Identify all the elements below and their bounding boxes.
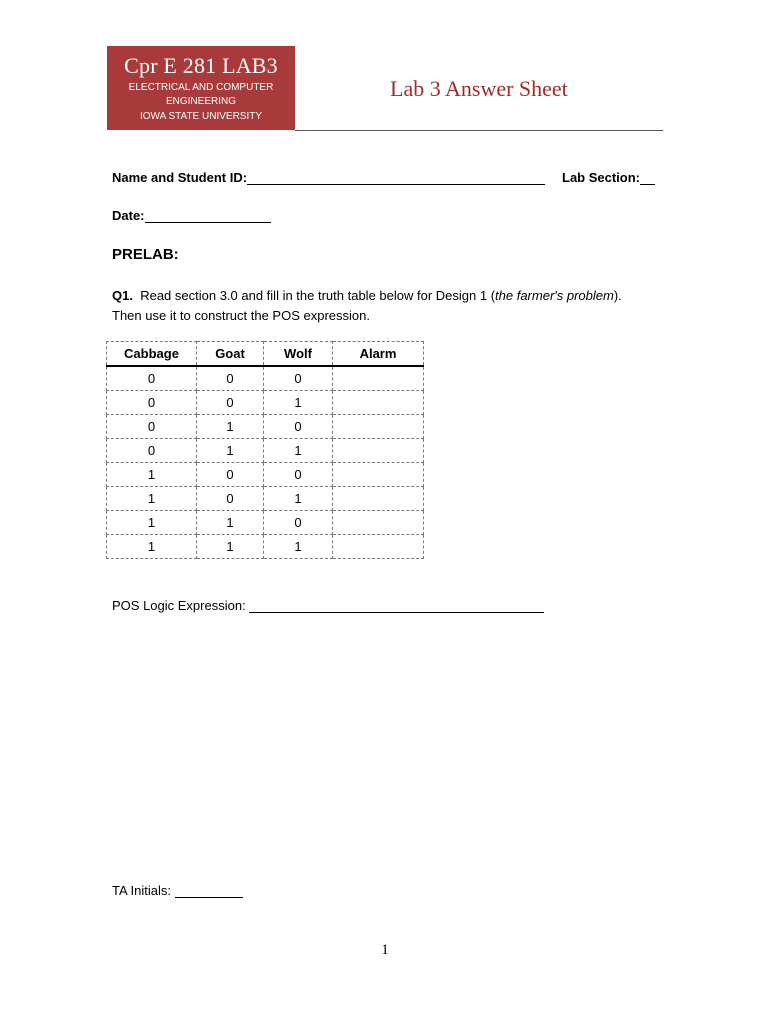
goat-cell: 0 (197, 366, 264, 391)
wolf-cell: 1 (264, 487, 333, 511)
cabbage-cell: 0 (107, 366, 197, 391)
truth-table (106, 341, 424, 559)
wolf-cell: 0 (264, 463, 333, 487)
date-blank[interactable] (145, 208, 271, 223)
table-row (107, 463, 424, 487)
column-header-wolf: Wolf (264, 342, 333, 367)
question-text-end: ). Then use it to construct the POS expression. (112, 288, 622, 323)
table-row (107, 487, 424, 511)
wolf-cell: 1 (264, 535, 333, 559)
question-1 (112, 286, 632, 326)
date-label: Date: (112, 208, 145, 223)
lab-section-label: Lab Section: (562, 170, 641, 185)
department-line-3: IOWA STATE UNIVERSITY (139, 111, 263, 122)
cabbage-cell: 0 (107, 415, 197, 439)
question-text-start: Read section 3.0 and fill in the truth table below for Design 1 ( (140, 288, 496, 303)
cabbage-cell: 1 (107, 511, 197, 535)
alarm-cell[interactable] (333, 511, 424, 535)
cabbage-cell: 1 (107, 535, 197, 559)
goat-cell: 1 (197, 415, 264, 439)
goat-cell: 0 (197, 391, 264, 415)
alarm-cell[interactable] (333, 439, 424, 463)
ta-initials-blank[interactable] (175, 883, 243, 898)
wolf-cell: 1 (264, 391, 333, 415)
table-row (107, 415, 424, 439)
alarm-cell[interactable] (333, 366, 424, 391)
goat-cell: 0 (197, 487, 264, 511)
column-header-goat: Goat (197, 342, 264, 367)
alarm-cell[interactable] (333, 487, 424, 511)
cabbage-cell: 0 (107, 391, 197, 415)
pos-expression-field (112, 598, 544, 613)
question-italic-text: the farmer's problem (495, 288, 614, 303)
name-student-id-field (112, 170, 545, 185)
course-banner (107, 46, 295, 130)
alarm-cell[interactable] (333, 535, 424, 559)
table-row (107, 535, 424, 559)
table-row (107, 511, 424, 535)
goat-cell: 0 (197, 463, 264, 487)
column-header-cabbage: Cabbage (107, 342, 197, 367)
table-row (107, 391, 424, 415)
truth-table-header-row (107, 342, 424, 367)
cabbage-cell: 1 (107, 487, 197, 511)
goat-cell: 1 (197, 535, 264, 559)
ta-initials-field (112, 883, 243, 898)
ta-initials-label: TA Initials: (112, 883, 172, 898)
cabbage-cell: 0 (107, 439, 197, 463)
page-number: 1 (381, 942, 389, 958)
wolf-cell: 0 (264, 511, 333, 535)
sheet-title: Lab 3 Answer Sheet (390, 76, 568, 101)
table-row (107, 366, 424, 391)
date-field (112, 208, 271, 223)
department-line-1: ELECTRICAL AND COMPUTER (128, 82, 274, 93)
wolf-cell: 1 (264, 439, 333, 463)
header-divider (295, 130, 663, 131)
pos-expression-label: POS Logic Expression: (112, 598, 246, 613)
goat-cell: 1 (197, 511, 264, 535)
table-row (107, 439, 424, 463)
lab-section-blank[interactable] (640, 170, 655, 185)
prelab-heading: PRELAB: (112, 246, 179, 263)
cabbage-cell: 1 (107, 463, 197, 487)
lab-section-field (562, 170, 655, 185)
column-header-alarm: Alarm (333, 342, 424, 367)
alarm-cell[interactable] (333, 463, 424, 487)
course-title: Cpr E 281 LAB3 (124, 53, 278, 78)
department-line-2: ENGINEERING (165, 96, 236, 107)
question-number: Q1. (112, 288, 133, 303)
alarm-cell[interactable] (333, 415, 424, 439)
name-student-id-label: Name and Student ID: (112, 170, 248, 185)
pos-expression-blank[interactable] (249, 598, 544, 613)
goat-cell: 1 (197, 439, 264, 463)
name-student-id-blank[interactable] (247, 170, 545, 185)
wolf-cell: 0 (264, 366, 333, 391)
alarm-cell[interactable] (333, 391, 424, 415)
wolf-cell: 0 (264, 415, 333, 439)
